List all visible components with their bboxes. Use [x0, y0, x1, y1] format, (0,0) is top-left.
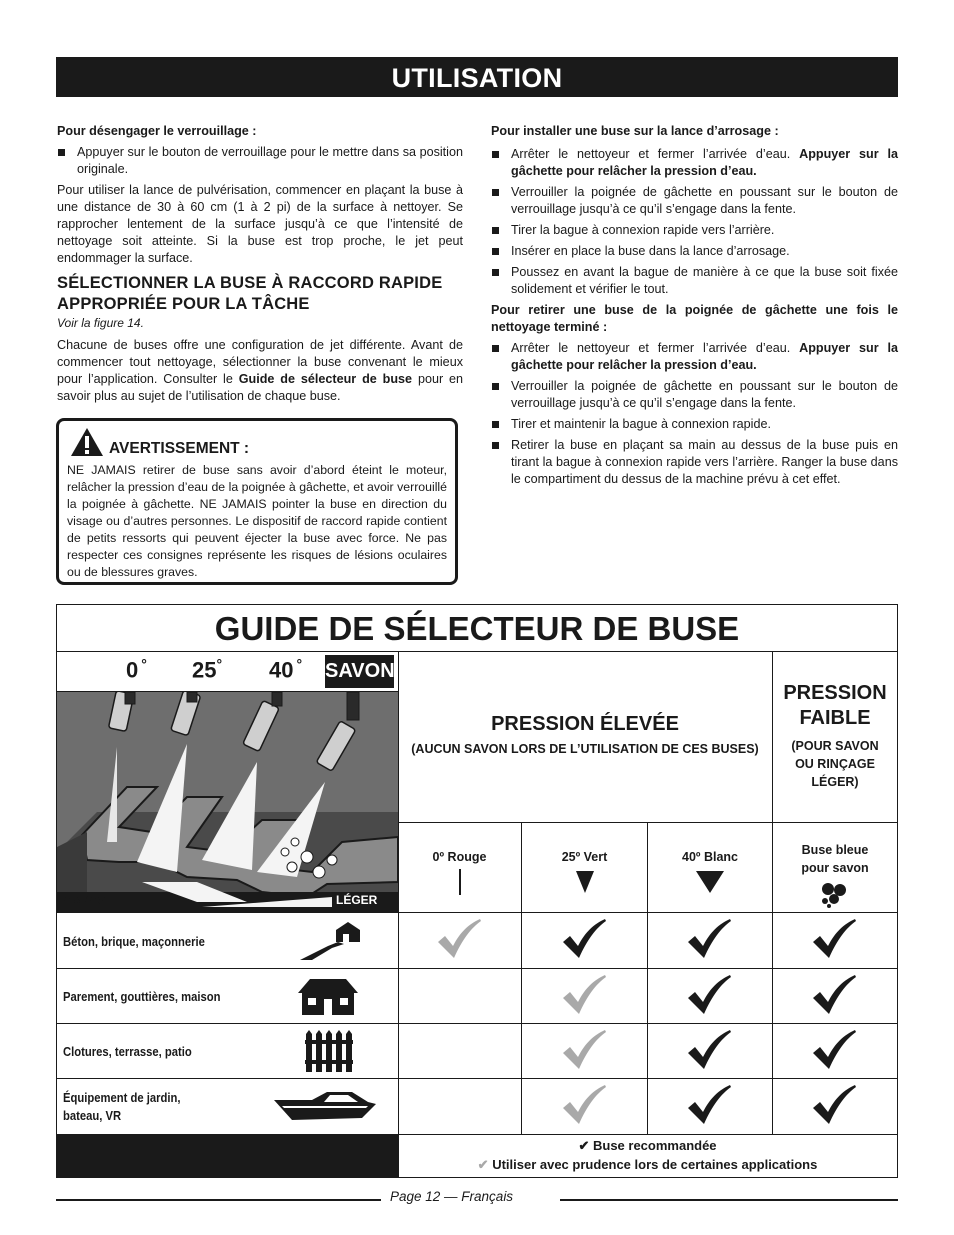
- house-icon: [296, 975, 360, 1017]
- row-label-concrete: Béton, brique, maçonnerie: [63, 935, 205, 949]
- recommended-check-icon: [686, 1084, 732, 1126]
- caution-check-icon: [561, 1029, 607, 1071]
- list-item: Poussez en avant la bague de manière à ce que la buse soit fixée solidement et vérifier le tout.: [491, 264, 898, 298]
- abrasive-label: ABRASIF: [63, 893, 117, 907]
- soap-bubbles-icon: [820, 882, 850, 908]
- recommended-check-icon: [811, 974, 857, 1016]
- list-item: [491, 340, 898, 374]
- left-column: [57, 123, 463, 410]
- recommended-check-icon: [811, 918, 857, 960]
- angle-label-25: [192, 656, 222, 683]
- warning-box: [56, 418, 458, 585]
- degree-sign: °: [216, 656, 223, 672]
- right-column: [491, 123, 898, 492]
- caution-check-icon: ✔: [477, 1157, 489, 1172]
- footer-rule-left: [56, 1199, 381, 1201]
- row-label-siding: Parement, gouttières, maison: [63, 990, 221, 1004]
- warning-text: NE JAMAIS retirer de buse sans avoir d’abord éteint le moteur, relâcher la pression d’eau de la poignée à gâchette, et avoir verrouillé la poignée à gâchette. NE JAMAIS pointer la buse en direction du visage ou d’autres personnes. Le dispositif de raccord rapide contient de petits ressorts qui peuvent éjecter la buse avec force. Ne pas respecter ces consignes représente les risques de lésions oculaires ou de blessures graves.: [67, 463, 447, 579]
- low-pressure-subtitle-line: LÉGER): [811, 775, 859, 789]
- boat-icon: [272, 1090, 378, 1122]
- legend-dark-cell: [57, 1135, 398, 1177]
- list-item: Retirer la buse en plaçant sa main au dessus de la buse puis en tirant la bague à connexion rapide vers l’arrière. Ranger la buse dans le compartiment du dessus de la machine prévu à cet effet.: [491, 437, 898, 488]
- low-pressure-subtitle-line: (POUR SAVON: [791, 739, 879, 753]
- unlock-title: Pour désengager le verrouillage :: [57, 124, 257, 138]
- fence-icon: [305, 1030, 353, 1072]
- check-icon: ✔: [578, 1138, 590, 1153]
- low-pressure-title-line: FAIBLE: [799, 707, 871, 729]
- grid-line: [647, 822, 648, 1134]
- nozzle-header-0: 0º Rouge: [432, 850, 487, 864]
- light-label: LÉGER: [336, 893, 378, 907]
- forty-degree-spray-icon: [696, 871, 724, 893]
- section-title: SÉLECTIONNER LA BUSE À RACCORD RAPIDE APPROPRIÉE POUR LA TÂCHE: [57, 274, 443, 313]
- zero-degree-spray-icon: [456, 869, 464, 895]
- recommended-check-icon: [686, 974, 732, 1016]
- angle-value: 40: [269, 657, 294, 683]
- low-pressure-subtitle: [773, 737, 897, 791]
- nozzle-header-40: 40º Blanc: [682, 850, 738, 864]
- warning-triangle-icon: [70, 427, 104, 457]
- recommended-check-icon: [561, 918, 607, 960]
- list-item: Tirer et maintenir la bague à connexion rapide.: [491, 416, 898, 433]
- caution-check-icon: [561, 974, 607, 1016]
- twentyfive-degree-spray-icon: [575, 871, 595, 893]
- list-item: Tirer la bague à connexion rapide vers l’arrière.: [491, 222, 898, 239]
- unlock-list: [57, 144, 463, 178]
- high-pressure-subtitle: (AUCUN SAVON LORS DE L’UTILISATION DE CES BUSES): [411, 742, 759, 756]
- list-item-text: Arrêter le nettoyeur et fermer l’arrivée d’eau.: [511, 147, 791, 161]
- row-label-line: bateau, VR: [63, 1109, 122, 1123]
- soap-nozzle-line: pour savon: [801, 861, 869, 875]
- legend-caution-text: Utiliser avec prudence lors de certaines applications: [492, 1157, 818, 1172]
- nozzle-spray-illustration: [57, 692, 398, 912]
- savon-label: SAVON: [325, 655, 394, 688]
- warning-title: AVERTISSEMENT :: [109, 440, 250, 457]
- recommended-check-icon: [811, 1029, 857, 1071]
- recommended-check-icon: [811, 1084, 857, 1126]
- low-pressure-title: [773, 681, 897, 731]
- degree-sign: °: [141, 656, 147, 672]
- nozzle-header-25: 25º Vert: [561, 850, 608, 864]
- high-pressure-title: PRESSION ÉLEVÉE: [491, 713, 679, 735]
- guide-reference: Guide de sélecteur de buse: [238, 372, 413, 386]
- row-label-equipment: [63, 1089, 181, 1125]
- soap-nozzle-line: Buse bleue: [801, 843, 869, 857]
- install-title: Pour installer une buse sur la lance d’arrosage :: [491, 124, 779, 138]
- degree-sign: °: [296, 656, 303, 672]
- low-pressure-title-line: PRESSION: [783, 682, 887, 704]
- list-item: [491, 146, 898, 180]
- angle-value: 0: [126, 657, 139, 683]
- nozzle-paragraph-text: Chacune de buses offre une configuration de jet différente. Avant de commencer tout nettoyage, sélectionner la buse convenant le mieux pour l’application. Consulter le: [57, 338, 463, 386]
- nozzle-paragraph: [57, 337, 463, 405]
- list-item: Insérer en place la buse dans la lance d’arrosage.: [491, 243, 898, 260]
- grid-line: [398, 822, 898, 823]
- list-item-bold: Appuyer sur la gâchette pour relâcher la pression d’eau.: [511, 147, 898, 178]
- recommended-check-icon: [686, 1029, 732, 1071]
- list-item-text: Arrêter le nettoyeur et fermer l’arrivée d’eau.: [511, 341, 791, 355]
- row-label-line: Équipement de jardin,: [63, 1091, 181, 1105]
- caution-check-icon: [436, 918, 482, 960]
- nozzle-header-soap: [773, 841, 897, 877]
- legend-recommended: [398, 1138, 897, 1154]
- remove-list: [491, 340, 898, 488]
- legend-caution: [398, 1157, 897, 1173]
- list-item-bold: Appuyer sur la gâchette pour relâcher la pression d’eau.: [511, 341, 898, 372]
- figure-ref: Voir la figure 14.: [57, 316, 144, 330]
- caution-check-icon: [561, 1084, 607, 1126]
- low-pressure-subtitle-line: OU RINÇAGE: [795, 757, 875, 771]
- spray-paragraph: Pour utiliser la lance de pulvérisation, commencer en plaçant la buse à une distance de 30 à 60 cm (1 à 2 pi) de la surface à nettoyer. Se rapprocher lentement de la surface jusqu’à ce que l’intensité de nettoyage soit atteinte. Si la buse est trop proche, le jet peut endommager la surface.: [57, 183, 463, 265]
- install-list: [491, 146, 898, 298]
- list-item: Verrouiller la poignée de gâchette en poussant sur le bouton de verrouillage jusqu’à ce qu’il s’engage dans la fente.: [491, 378, 898, 412]
- grid-line: [521, 822, 522, 1134]
- nozzle-paragraph-text-end: pour en savoir plus au sujet de l’utilisation de chaque buse.: [57, 372, 464, 403]
- angle-value: 25: [192, 657, 217, 683]
- list-item: Verrouiller la poignée de gâchette en poussant sur le bouton de verrouillage jusqu’à ce qu’il s’engage dans la fente.: [491, 184, 898, 218]
- angle-label-40: [269, 656, 302, 683]
- angle-label-0: [126, 656, 147, 683]
- remove-title: Pour retirer une buse de la poignée de gâchette une fois le nettoyage terminé :: [491, 303, 898, 334]
- footer-rule-right: [560, 1199, 898, 1201]
- section-header: UTILISATION: [56, 57, 898, 97]
- row-label-fences: Clotures, terrasse, patio: [63, 1045, 192, 1059]
- list-item: Appuyer sur le bouton de verrouillage pour le mettre dans sa position originale.: [57, 144, 463, 178]
- guide-title: GUIDE DE SÉLECTEUR DE BUSE: [214, 610, 740, 647]
- recommended-check-icon: [686, 918, 732, 960]
- driveway-house-icon: [298, 920, 364, 962]
- page-footer: Page 12 — Français: [390, 1189, 514, 1204]
- legend-recommended-text: Buse recommandée: [592, 1138, 717, 1153]
